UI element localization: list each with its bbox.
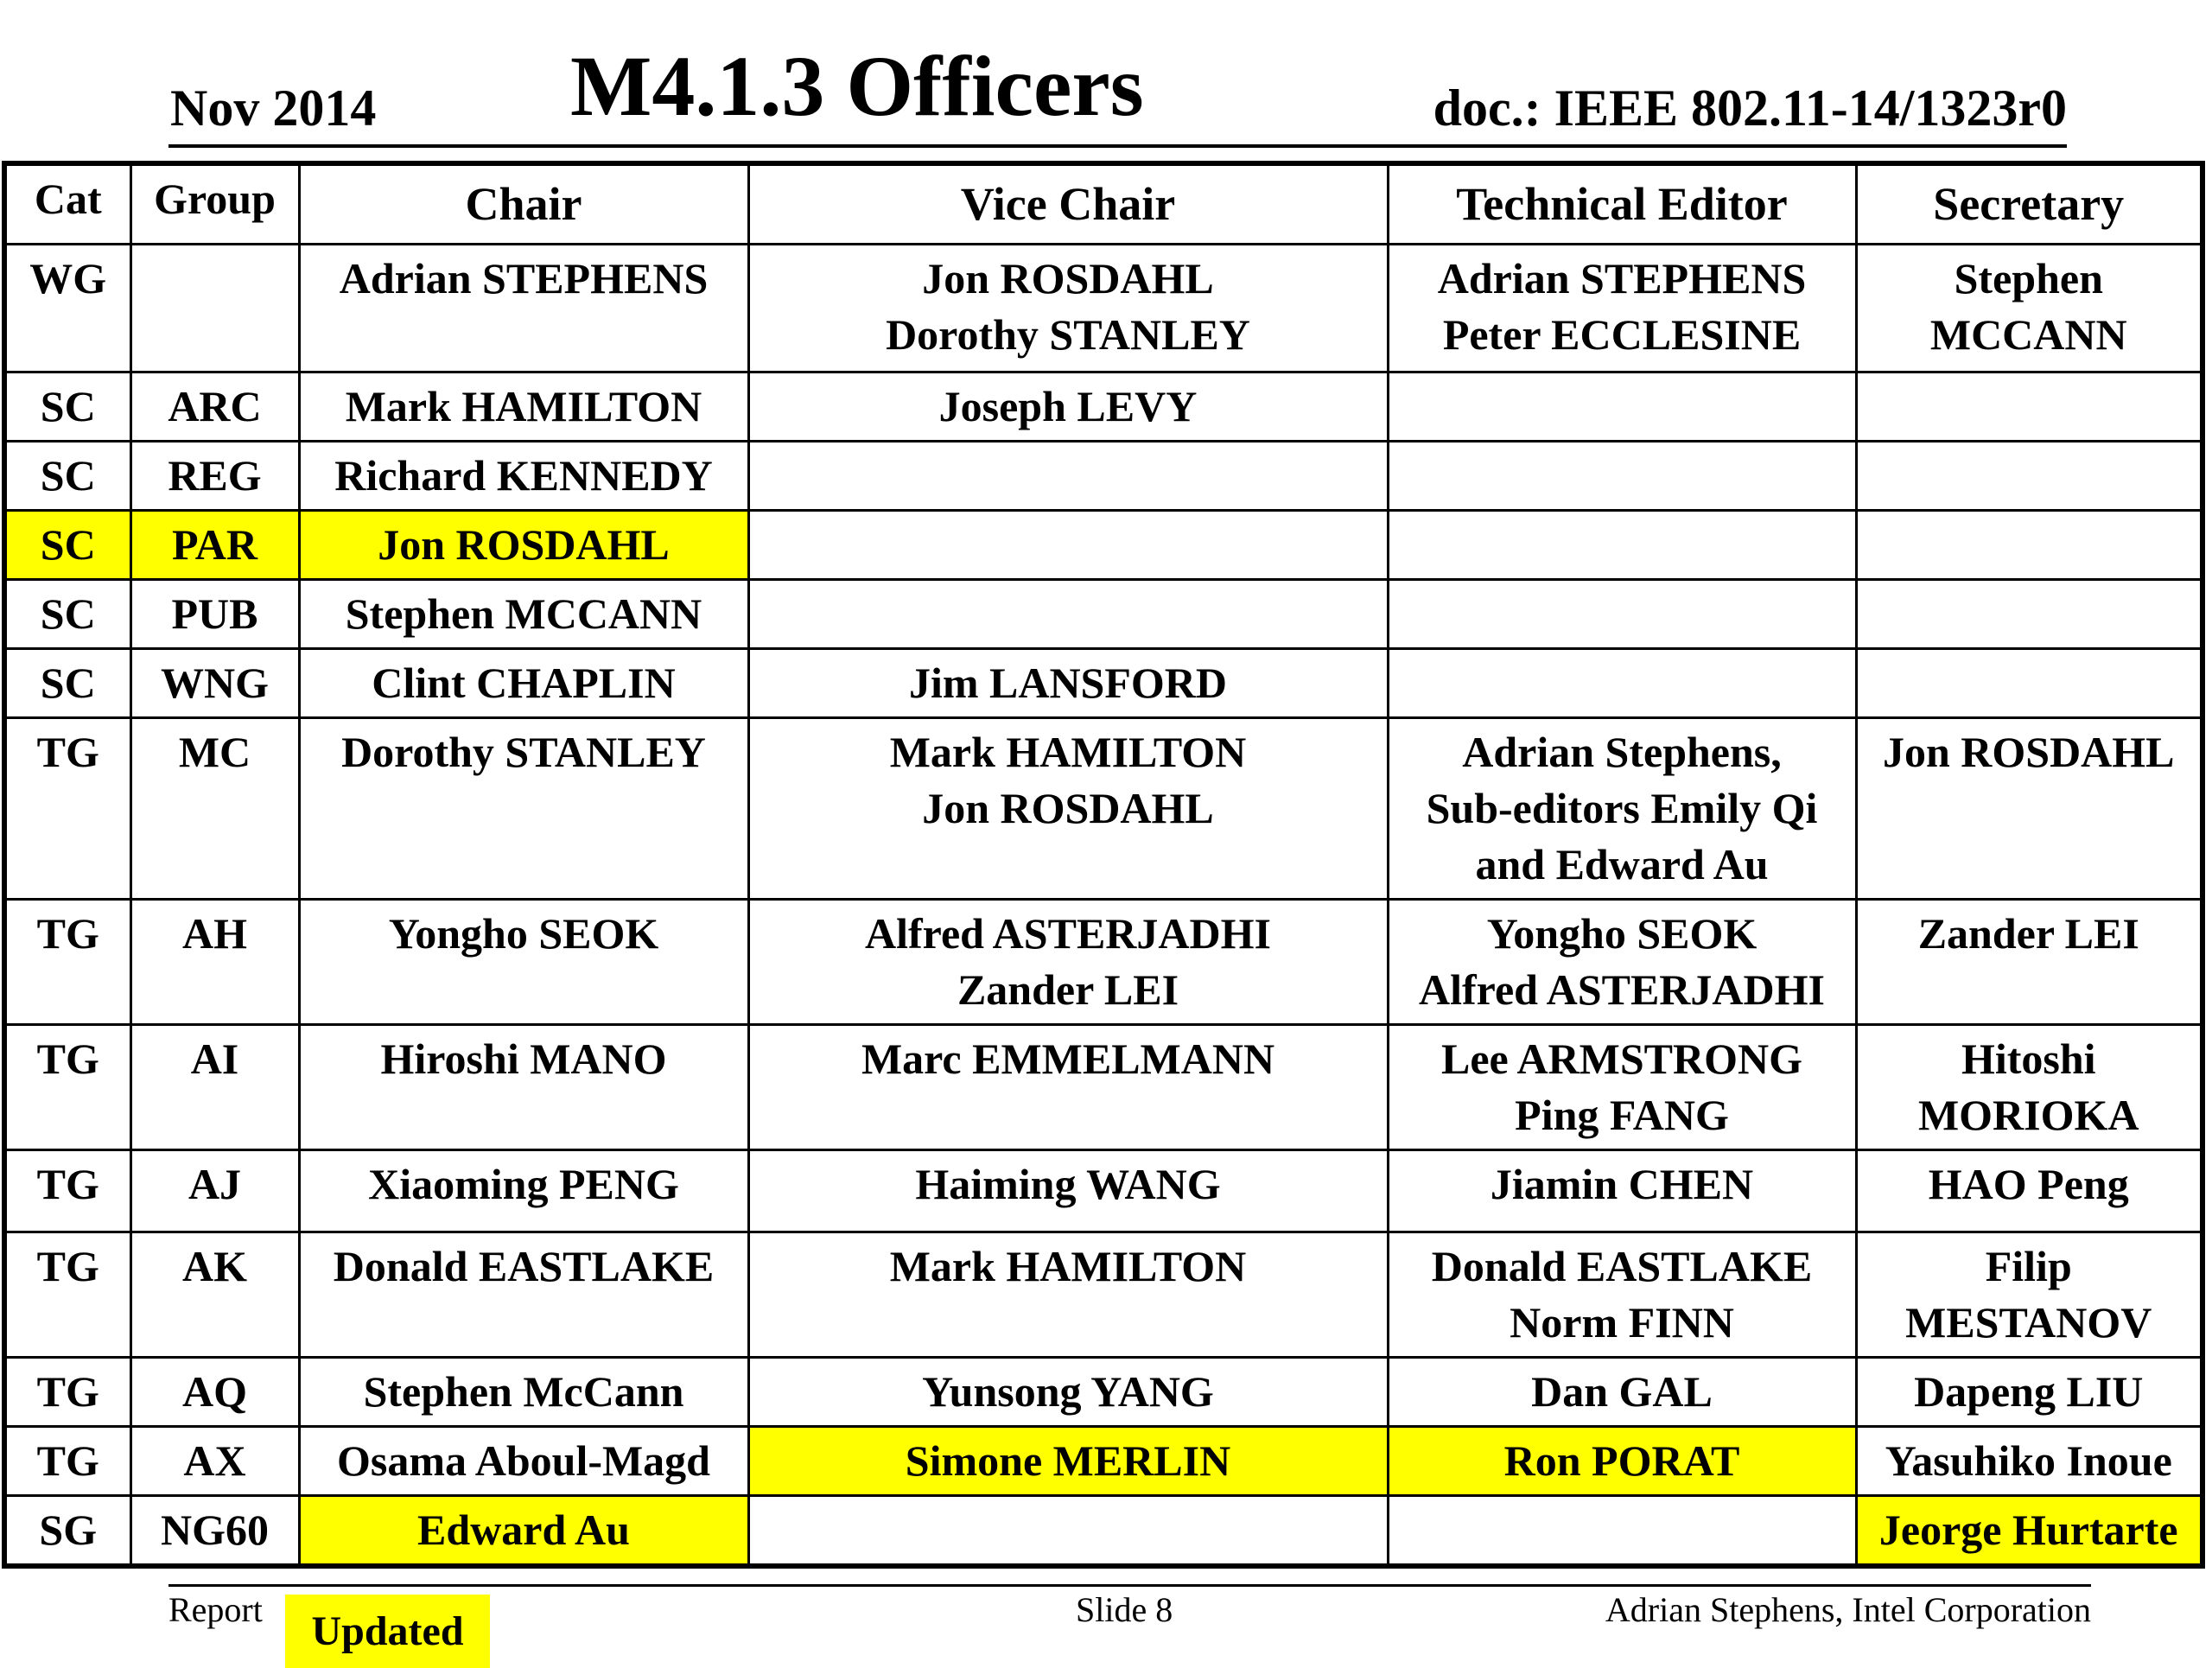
cell-line: Yongho SEOK (1486, 908, 1758, 958)
cell-vice-chair (748, 244, 1388, 372)
cell-line: Adrian STEPHENS (339, 253, 709, 302)
cell-technical-editor (1388, 441, 1856, 510)
cell-technical-editor (1388, 579, 1856, 648)
table-row (4, 244, 2202, 372)
cell-chair (299, 1232, 748, 1357)
cell-cat: TG (4, 1357, 130, 1426)
table-row (4, 441, 2202, 510)
cell-group: AQ (130, 1357, 299, 1426)
cell-technical-editor (1388, 1149, 1856, 1232)
cell-line: Simone MERLIN (905, 1436, 1231, 1485)
cell-line: MESTANOV (1905, 1297, 2152, 1346)
cell-line: Yasuhiko Inoue (1885, 1436, 2172, 1485)
cell-technical-editor (1388, 1426, 1856, 1495)
cell-cat: WG (4, 244, 130, 372)
table-row (4, 648, 2202, 717)
cell-line: Adrian STEPHENS (1437, 253, 1807, 302)
cell-line: Dan GAL (1531, 1366, 1713, 1416)
table-row (4, 1149, 2202, 1232)
cell-line: Dapeng LIU (1914, 1366, 2144, 1416)
cell-vice-chair (748, 1426, 1388, 1495)
cell-cat: TG (4, 899, 130, 1024)
column-header-cat: Cat (4, 163, 130, 244)
cell-secretary (1856, 372, 2202, 441)
cell-line: Yongho SEOK (388, 908, 659, 958)
cell-vice-chair (748, 648, 1388, 717)
cell-line: MCCANN (1929, 309, 2127, 359)
cell-line: Jon ROSDAHL (922, 253, 1214, 302)
cell-cat: SG (4, 1495, 130, 1566)
table-row (4, 1232, 2202, 1357)
updated-badge: Updated (285, 1595, 490, 1668)
cell-group: REG (130, 441, 299, 510)
cell-line: Stephen (1954, 253, 2103, 302)
cell-line: Peter ECCLESINE (1442, 309, 1802, 359)
cell-technical-editor (1388, 372, 1856, 441)
cell-line: Hiroshi MANO (380, 1034, 667, 1083)
cell-line: Jon ROSDAHL (922, 783, 1214, 832)
cell-cat: SC (4, 648, 130, 717)
cell-technical-editor (1388, 1232, 1856, 1357)
cell-secretary (1856, 1024, 2202, 1149)
cell-group: AI (130, 1024, 299, 1149)
cell-chair (299, 648, 748, 717)
table-row (4, 1024, 2202, 1149)
cell-line: Norm FINN (1510, 1297, 1734, 1346)
cell-line: Donald EASTLAKE (333, 1241, 715, 1290)
cell-group: AK (130, 1232, 299, 1357)
cell-cat: TG (4, 717, 130, 899)
cell-cat: SC (4, 510, 130, 579)
cell-cat: TG (4, 1024, 130, 1149)
cell-group: AX (130, 1426, 299, 1495)
cell-chair (299, 372, 748, 441)
cell-secretary (1856, 717, 2202, 899)
cell-line: Ping FANG (1515, 1090, 1729, 1139)
cell-chair (299, 1149, 748, 1232)
cell-cat: TG (4, 1149, 130, 1232)
cell-vice-chair (748, 717, 1388, 899)
officers-table (2, 161, 2205, 1569)
header-divider (168, 144, 2067, 148)
cell-line: Mark HAMILTON (889, 727, 1247, 776)
cell-line: Alfred ASTERJADHI (865, 908, 1271, 958)
cell-vice-chair (748, 899, 1388, 1024)
cell-line: Jeorge Hurtarte (1878, 1505, 2178, 1554)
cell-technical-editor (1388, 510, 1856, 579)
cell-vice-chair (748, 1024, 1388, 1149)
footer-author: Adrian Stephens, Intel Corporation (1605, 1590, 2091, 1629)
cell-technical-editor (1388, 1024, 1856, 1149)
cell-line: Xiaoming PENG (368, 1159, 679, 1208)
cell-vice-chair (748, 1232, 1388, 1357)
slide-number: Slide 8 (1076, 1590, 1173, 1629)
cell-chair (299, 579, 748, 648)
cell-line: Haiming WANG (915, 1159, 1221, 1208)
cell-chair (299, 1495, 748, 1566)
cell-group: PUB (130, 579, 299, 648)
cell-group: ARC (130, 372, 299, 441)
cell-line: Jiamin CHEN (1490, 1159, 1754, 1208)
cell-line: Lee ARMSTRONG (1440, 1034, 1803, 1083)
cell-secretary (1856, 1357, 2202, 1426)
cell-secretary (1856, 510, 2202, 579)
table-row (4, 510, 2202, 579)
cell-chair (299, 1357, 748, 1426)
cell-group: PAR (130, 510, 299, 579)
cell-technical-editor (1388, 244, 1856, 372)
footer-report: Report (168, 1590, 263, 1629)
table-row (4, 899, 2202, 1024)
header-date: Nov 2014 (170, 80, 377, 137)
table-row (4, 1357, 2202, 1426)
cell-cat: SC (4, 579, 130, 648)
column-header-chair: Chair (299, 163, 748, 244)
cell-line: MORIOKA (1917, 1090, 2139, 1139)
cell-line: Adrian Stephens, (1462, 727, 1782, 776)
cell-line: Sub-editors Emily Qi (1426, 783, 1818, 832)
cell-technical-editor (1388, 899, 1856, 1024)
cell-secretary (1856, 244, 2202, 372)
table-row (4, 1426, 2202, 1495)
cell-line: Jon ROSDAHL (1882, 727, 2175, 776)
cell-line: Stephen MCCANN (345, 589, 702, 638)
cell-group: MC (130, 717, 299, 899)
column-header-secretary: Secretary (1856, 163, 2202, 244)
document-id: doc.: IEEE 802.11-14/1323r0 (1433, 80, 2067, 137)
cell-chair (299, 244, 748, 372)
cell-line: Dorothy STANLEY (886, 309, 1250, 359)
cell-cat: SC (4, 372, 130, 441)
cell-chair (299, 510, 748, 579)
cell-secretary (1856, 899, 2202, 1024)
table-row (4, 1495, 2202, 1566)
cell-line: Zander LEI (1917, 908, 2139, 958)
cell-line: Alfred ASTERJADHI (1419, 965, 1825, 1014)
cell-line: Edward Au (417, 1505, 630, 1554)
cell-line: Richard KENNEDY (334, 450, 713, 500)
cell-line: Hitoshi (1961, 1034, 2096, 1083)
cell-technical-editor (1388, 717, 1856, 899)
cell-line: Ron PORAT (1503, 1436, 1740, 1485)
cell-line: Stephen McCann (363, 1366, 684, 1416)
cell-line: Jim LANSFORD (908, 658, 1228, 707)
slide-title: M4.1.3 Officers (570, 38, 1144, 134)
cell-chair (299, 441, 748, 510)
cell-chair (299, 717, 748, 899)
cell-chair (299, 899, 748, 1024)
cell-cat: TG (4, 1232, 130, 1357)
cell-vice-chair (748, 1149, 1388, 1232)
cell-group: AJ (130, 1149, 299, 1232)
cell-secretary (1856, 1426, 2202, 1495)
column-header-technical-editor: Technical Editor (1388, 163, 1856, 244)
cell-technical-editor (1388, 1357, 1856, 1426)
table-row (4, 372, 2202, 441)
cell-vice-chair (748, 510, 1388, 579)
cell-vice-chair (748, 372, 1388, 441)
cell-vice-chair (748, 1357, 1388, 1426)
cell-line: Joseph LEVY (938, 381, 1198, 430)
cell-group (130, 244, 299, 372)
column-header-vice-chair: Vice Chair (748, 163, 1388, 244)
cell-cat: TG (4, 1426, 130, 1495)
footer-divider (168, 1584, 2091, 1587)
cell-secretary (1856, 1232, 2202, 1357)
cell-secretary (1856, 579, 2202, 648)
cell-line: Filip (1985, 1241, 2072, 1290)
cell-group: AH (130, 899, 299, 1024)
cell-line: Marc EMMELMANN (861, 1034, 1275, 1083)
cell-line: Yunsong YANG (922, 1366, 1214, 1416)
cell-line: Mark HAMILTON (345, 381, 702, 430)
cell-chair (299, 1024, 748, 1149)
cell-group: WNG (130, 648, 299, 717)
cell-cat: SC (4, 441, 130, 510)
cell-line: Clint CHAPLIN (372, 658, 676, 707)
cell-line: Jon ROSDAHL (378, 519, 670, 569)
cell-chair (299, 1426, 748, 1495)
cell-secretary (1856, 441, 2202, 510)
cell-line: HAO Peng (1928, 1159, 2129, 1208)
cell-vice-chair (748, 441, 1388, 510)
cell-secretary (1856, 1149, 2202, 1232)
cell-secretary (1856, 648, 2202, 717)
cell-line: Donald EASTLAKE (1431, 1241, 1813, 1290)
cell-line: Mark HAMILTON (889, 1241, 1247, 1290)
cell-line: and Edward Au (1475, 839, 1769, 888)
cell-technical-editor (1388, 1495, 1856, 1566)
cell-line: Osama Aboul-Magd (336, 1436, 710, 1485)
cell-vice-chair (748, 579, 1388, 648)
table-row (4, 717, 2202, 899)
cell-line: Dorothy STANLEY (341, 727, 706, 776)
cell-technical-editor (1388, 648, 1856, 717)
cell-vice-chair (748, 1495, 1388, 1566)
cell-group: NG60 (130, 1495, 299, 1566)
column-header-group: Group (130, 163, 299, 244)
cell-secretary (1856, 1495, 2202, 1566)
cell-line: Zander LEI (957, 965, 1179, 1014)
table-header-row (4, 163, 2202, 244)
table-row (4, 579, 2202, 648)
